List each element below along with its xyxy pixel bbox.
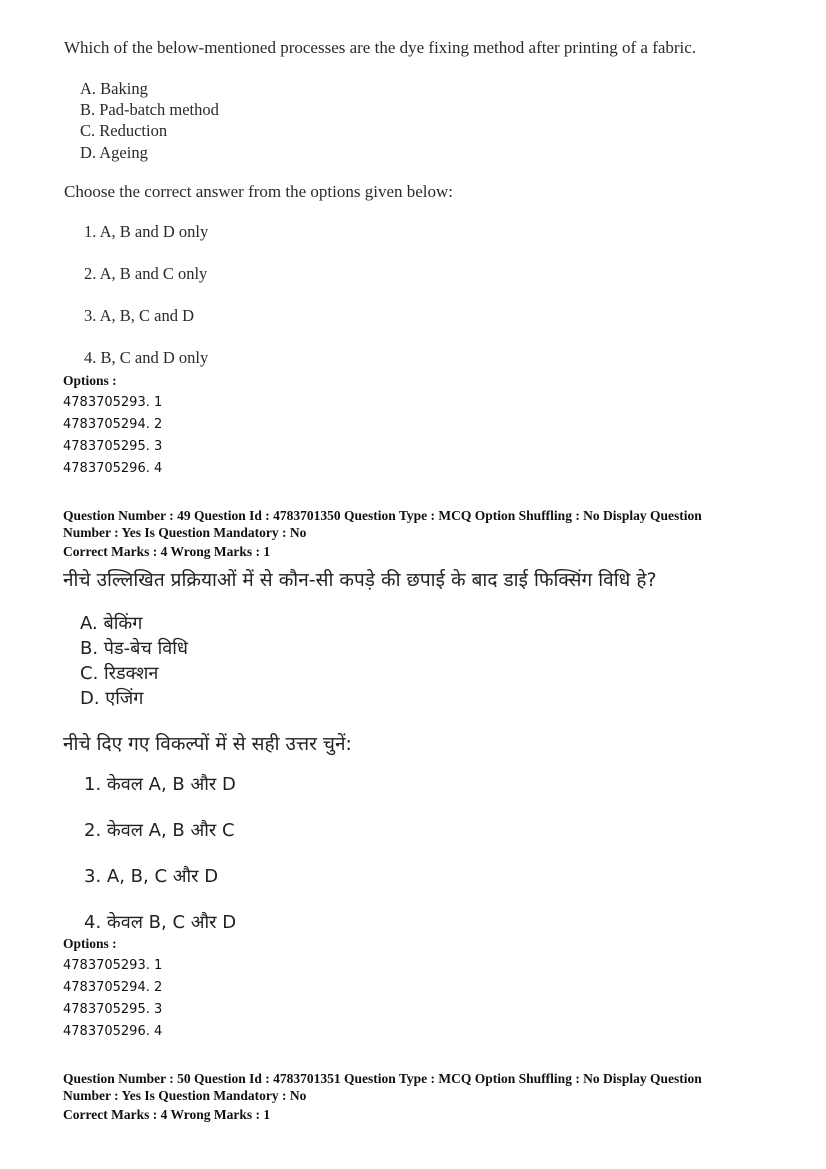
question-marks: Correct Marks : 4 Wrong Marks : 1 [63,1107,271,1122]
choice-2-hindi: 2. केवल A, B और C [84,820,235,841]
question-marks: Correct Marks : 4 Wrong Marks : 1 [63,544,271,559]
statement-b-hindi: B. पेड-बेच विधि [80,638,188,659]
statement-c: C. Reduction [80,121,168,140]
option-id-1: 4783705293. 1 [63,395,163,410]
question-meta-line2: Number : Yes Is Question Mandatory : No [63,1088,307,1103]
question-meta-line1: Question Number : 50 Question Id : 4783701351 Question Type : MCQ Option Shuffling : No Display Question [63,1071,702,1086]
question-text-hindi: नीचे उल्लिखित प्रक्रियाओं में से कौन-सी कपड़े की छपाई के बाद डाई फिक्सिंग विधि हे? [63,569,657,591]
choice-2: 2. A, B and C only [84,264,208,283]
choice-1: 1. A, B and D only [84,222,209,241]
statement-d: D. Ageing [80,143,148,162]
question-text: Which of the below-mentioned processes are the dye fixing method after printing of a fabric. [64,38,697,57]
option-id-2: 4783705294. 2 [63,980,163,995]
question-meta-line2: Number : Yes Is Question Mandatory : No [63,525,307,540]
option-id-4: 4783705296. 4 [63,1024,163,1039]
statement-c-hindi: C. रिडक्शन [80,663,159,684]
option-id-2: 4783705294. 2 [63,417,163,432]
options-label: Options : [63,373,117,388]
option-id-1: 4783705293. 1 [63,958,163,973]
question-meta-line1: Question Number : 49 Question Id : 4783701350 Question Type : MCQ Option Shuffling : No Display Question [63,508,702,523]
statement-a-hindi: A. बेकिंग [80,613,143,634]
statement-d-hindi: D. एजिंग [80,688,144,709]
instruction-text-hindi: नीचे दिए गए विकल्पों में से सही उत्तर चुनें: [63,733,352,755]
options-label: Options : [63,936,117,951]
choice-3-hindi: 3. A, B, C और D [84,866,219,887]
option-id-3: 4783705295. 3 [63,1002,163,1017]
choice-4-hindi: 4. केवल B, C और D [84,912,237,933]
choice-4: 4. B, C and D only [84,348,209,367]
option-id-4: 4783705296. 4 [63,461,163,476]
choice-3: 3. A, B, C and D [84,306,195,325]
option-id-3: 4783705295. 3 [63,439,163,454]
instruction-text: Choose the correct answer from the options given below: [64,182,454,201]
statement-b: B. Pad-batch method [80,100,219,119]
statement-a: A. Baking [80,79,148,98]
choice-1-hindi: 1. केवल A, B और D [84,774,236,795]
